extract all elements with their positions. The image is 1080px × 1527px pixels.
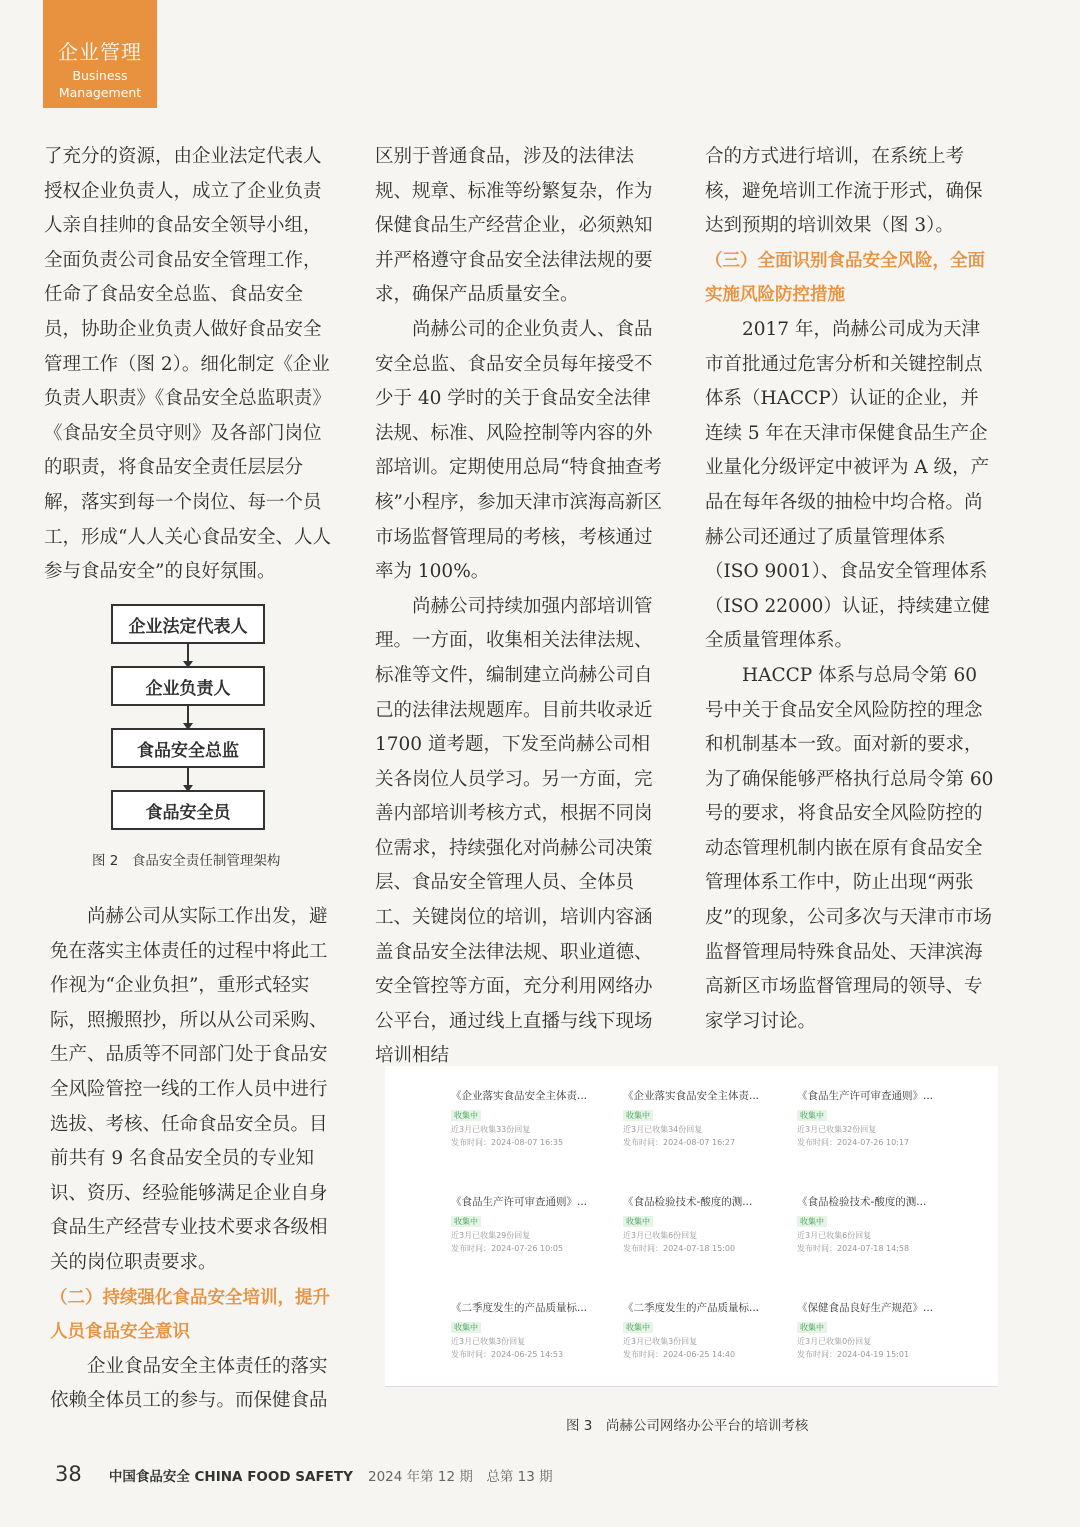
- status-badge: 收集中: [797, 1322, 827, 1333]
- card-replies: 近3月已收集3份回复: [623, 1337, 698, 1346]
- training-card[interactable]: [623, 1194, 801, 1254]
- card-replies: 近3月已收集32份回复: [797, 1125, 877, 1134]
- card-date: 发布时间：2024-07-26 10:17: [797, 1138, 910, 1147]
- card-title: 《企业落实食品安全主体责...: [451, 1090, 588, 1102]
- card-replies: 近3月已收集3份回复: [451, 1337, 526, 1346]
- card-date: 发布时间：2024-06-25 14:53: [451, 1350, 564, 1359]
- org-chart: [60, 604, 316, 830]
- card-replies: 近3月已收集6份回复: [797, 1231, 872, 1240]
- card-date: 发布时间：2024-08-07 16:35: [451, 1138, 564, 1147]
- card-title: 《食品检验技术-酸度的测...: [797, 1196, 927, 1208]
- training-card[interactable]: [623, 1088, 801, 1148]
- page-footer: [55, 1462, 553, 1486]
- status-badge: 收集中: [451, 1216, 481, 1227]
- card-date: 发布时间：2024-06-25 14:40: [623, 1350, 736, 1359]
- card-title: 《保健食品良好生产规范》...: [797, 1302, 934, 1314]
- org-box-safety-officer: 食品安全员: [111, 790, 265, 830]
- section-title-en-line2: Management: [58, 85, 142, 100]
- arrow-down-icon: [187, 644, 189, 666]
- org-box-safety-director: 食品安全总监: [111, 728, 265, 768]
- status-badge: 收集中: [451, 1322, 481, 1333]
- subheading-3: （三）全面识别食品安全风险，全面实施风险防控措施: [705, 250, 985, 306]
- magazine-name: 中国食品安全 CHINA FOOD SAFETY: [108, 1469, 353, 1485]
- figure-2-caption: 图 2 食品安全责任制管理架构: [92, 853, 281, 869]
- paragraph: 企业食品安全主体责任的落实依赖全体员工的参与。而保健食品: [50, 1355, 328, 1412]
- card-title: 《二季度发生的产品质量标...: [623, 1302, 760, 1314]
- card-replies: 近3月已收集34份回复: [623, 1125, 703, 1134]
- section-title-zh: 企业管理: [58, 40, 142, 64]
- training-card[interactable]: [797, 1194, 975, 1254]
- card-replies: 近3月已收集6份回复: [623, 1231, 698, 1240]
- card-title: 《食品生产许可审查通则》...: [797, 1090, 934, 1102]
- card-title: 《食品检验技术-酸度的测...: [623, 1196, 753, 1208]
- section-tab: [43, 0, 157, 108]
- training-platform-screenshot: [385, 1066, 998, 1387]
- card-date: 发布时间：2024-04-19 15:01: [797, 1350, 910, 1359]
- paragraph: 2017 年，尚赫公司成为天津市首批通过危害分析和关键控制点体系（HACCP）认证的企业，并连续 5 年在天津市保健食品生产企业量化分级评定中被评为 A 级，产品在每年各级的抽检中均合格。尚赫公司还通过了质量管理体系（ISO 9001）、食品安全管理体系（ISO 22000）认证，持续建立健全质量管理体系。: [705, 318, 990, 652]
- status-badge: 收集中: [623, 1216, 653, 1227]
- training-card[interactable]: [451, 1194, 629, 1254]
- figure-3-caption: 图 3 尚赫公司网络办公平台的培训考核: [566, 1418, 809, 1434]
- card-replies: 近3月已收集0份回复: [797, 1337, 872, 1346]
- arrow-down-icon: [187, 768, 189, 790]
- training-card[interactable]: [623, 1300, 801, 1360]
- card-title: 《企业落实食品安全主体责...: [623, 1090, 760, 1102]
- training-card[interactable]: [797, 1088, 975, 1148]
- training-card[interactable]: [451, 1088, 629, 1148]
- card-date: 发布时间：2024-07-18 14:58: [797, 1244, 910, 1253]
- card-title: 《食品生产许可审查通则》...: [451, 1196, 588, 1208]
- arrow-down-icon: [187, 706, 189, 728]
- issue-info: 2024 年第 12 期 总第 13 期: [367, 1469, 553, 1485]
- column-1: [44, 140, 336, 590]
- column-1-lower: [50, 900, 340, 1419]
- status-badge: 收集中: [797, 1110, 827, 1121]
- card-date: 发布时间：2024-07-26 10:05: [451, 1244, 564, 1253]
- training-card[interactable]: [797, 1300, 975, 1360]
- section-title-en-line1: Business: [72, 68, 128, 83]
- training-card[interactable]: [451, 1300, 629, 1360]
- status-badge: 收集中: [623, 1110, 653, 1121]
- card-date: 发布时间：2024-07-18 15:00: [623, 1244, 736, 1253]
- org-box-enterprise-head: 企业负责人: [111, 666, 265, 706]
- card-date: 发布时间：2024-08-07 16:27: [623, 1138, 736, 1147]
- column-3: [705, 140, 997, 1039]
- subheading-2: （二）持续强化食品安全培训，提升人员食品安全意识: [50, 1287, 330, 1343]
- status-badge: 收集中: [451, 1110, 481, 1121]
- paragraph: HACCP 体系与总局令第 60 号中关于食品安全风险防控的理念和机制基本一致。面对新的要求，为了确保能够严格执行总局令第 60 号的要求，将食品安全风险防控的动态管理机制内嵌在原有食品安全管理体系工作中，防止出现“两张皮”的现象，公司多次与天津市市场监督管理局特殊食品处、天津滨海高新区市场监督管理局的领导、专家学习讨论。: [705, 664, 994, 1032]
- paragraph: 了充分的资源，由企业法定代表人授权企业负责人，成立了企业负责人亲自挂帅的食品安全领导小组，全面负责公司食品安全管理工作，任命了食品安全总监、食品安全员，协助企业负责人做好食品安全管理工作（图 2）。细化制定《企业负责人职责》《食品安全总监职责》《食品安全员守则》及各部门岗位的职责，将食品安全责任层层分解，落实到每一个岗位、每一个员工，形成“人人关心食品安全、人人参与食品安全”的良好氛围。: [44, 146, 331, 583]
- column-2: [375, 140, 665, 1074]
- paragraph: 尚赫公司从实际工作出发，避免在落实主体责任的过程中将此工作视为“企业负担”，重形式轻实际，照搬照抄，所以从公司采购、生产、品质等不同部门处于食品安全风险管控一线的工作人员中进行选拔、考核、任命食品安全员。目前共有 9 名食品安全员的专业知识、资历、经验能够满足企业自身食品生产经营专业技术要求各级相关的岗位职责要求。: [50, 906, 328, 1273]
- status-badge: 收集中: [797, 1216, 827, 1227]
- org-box-legal-representative: 企业法定代表人: [111, 604, 265, 644]
- paragraph: 尚赫公司持续加强内部培训管理。一方面，收集相关法律法规、标准等文件，编制建立尚赫公司自己的法律法规题库。目前共收录近 1700 道考题，下发至尚赫公司相关各岗位人员学习。另一方面，完善内部培训考核方式，根据不同岗位需求，持续强化对尚赫公司决策层、食品安全管理人员、全体员工、关键岗位的培训，培训内容涵盖食品安全法律法规、职业道德、安全管控等方面，充分利用网络办公平台，通过线上直播与线下现场培训相结: [375, 595, 653, 1067]
- paragraph: 尚赫公司的企业负责人、食品安全总监、食品安全员每年接受不少于 40 学时的关于食品安全法律法规、标准、风险控制等内容的外部培训。定期使用总局“特食抽查考核”小程序，参加天津市滨海高新区市场监督管理局的考核，考核通过率为 100%。: [375, 318, 662, 583]
- card-replies: 近3月已收集33份回复: [451, 1125, 531, 1134]
- paragraph: 合的方式进行培训，在系统上考核，避免培训工作流于形式，确保达到预期的培训效果（图 3）。: [705, 146, 983, 237]
- section-title-en: [43, 67, 157, 101]
- card-replies: 近3月已收集29份回复: [451, 1231, 531, 1240]
- status-badge: 收集中: [623, 1322, 653, 1333]
- card-title: 《二季度发生的产品质量标...: [451, 1302, 588, 1314]
- page-number: 38: [55, 1462, 82, 1486]
- paragraph: 区别于普通食品，涉及的法律法规、规章、标准等纷繁复杂，作为保健食品生产经营企业，必须熟知并严格遵守食品安全法律法规的要求，确保产品质量安全。: [375, 146, 653, 306]
